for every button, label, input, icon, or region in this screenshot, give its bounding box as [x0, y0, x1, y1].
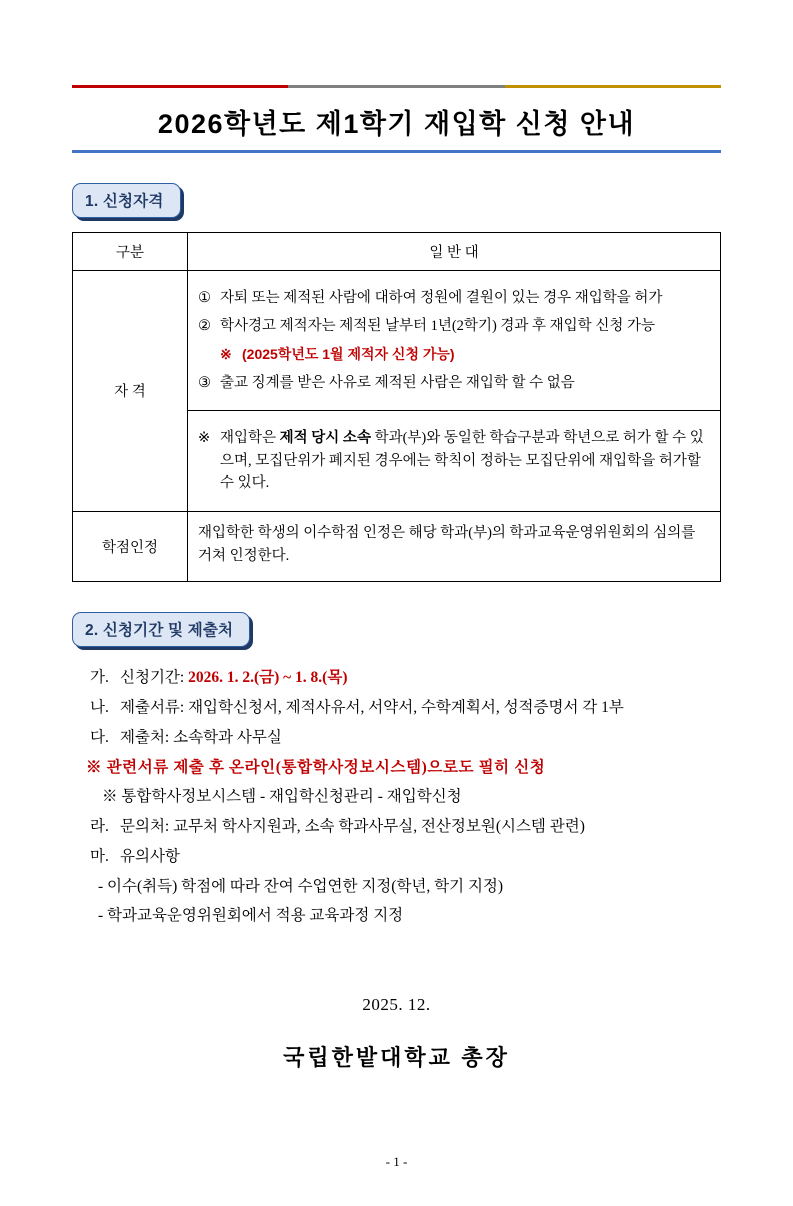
- issue-date: 2025. 12.: [362, 995, 431, 1015]
- line-body: [120, 663, 721, 693]
- line-label: 문의처:: [120, 818, 170, 836]
- application-line: [72, 663, 721, 693]
- application-line: [72, 812, 721, 842]
- row-content-credit: 재입학한 학생의 이수학점 인정은 해당 학과(부)의 학과교육운영위원회의 심의를 거쳐 인정한다.: [188, 511, 721, 582]
- table-row: [73, 271, 721, 512]
- note-text: [220, 427, 714, 494]
- line-value: 소속학과 사무실: [173, 728, 282, 746]
- document-page: [0, 85, 793, 1206]
- section-heading-qualification: [72, 183, 181, 218]
- signature-line: 국립한밭대학교 총장: [283, 1045, 510, 1071]
- line-label: 유의사항: [120, 847, 180, 865]
- note-dash-item: - 이수(취득) 학점에 따라 잔여 수업연한 지정(학년, 학기 지정): [98, 877, 504, 895]
- qualification-table: [72, 232, 721, 582]
- row-content-qualification: [188, 271, 721, 512]
- note-line: [198, 427, 714, 494]
- list-marker: ③: [198, 374, 211, 391]
- line-lead: 라.: [90, 818, 109, 836]
- line-lead: 마.: [90, 847, 109, 865]
- qualification-item-list: [188, 271, 720, 410]
- line-lead: 나.: [90, 699, 109, 717]
- title-top-rule: [72, 85, 721, 88]
- line-value: 교무처 학사지원과, 소속 학과사무실, 전산정보원(시스템 관련): [173, 818, 585, 836]
- title-bottom-rule: [72, 150, 721, 153]
- page-number: - 1 -: [385, 1154, 408, 1169]
- rule-segment-red: [72, 85, 288, 88]
- table-header-cell-division: 구분: [73, 233, 188, 271]
- note-marker: ※: [198, 430, 211, 447]
- row-label-qualification: 자 격: [73, 271, 188, 512]
- line-label: 신청기간:: [120, 669, 185, 687]
- rule-segment-gray: [288, 85, 504, 88]
- application-line: [72, 723, 721, 753]
- list-item-highlight: [198, 344, 714, 366]
- line-body: [120, 693, 721, 723]
- qualification-note: [188, 411, 720, 510]
- note-text-part1: 재입학은: [220, 430, 280, 447]
- line-label: 제출처:: [120, 728, 170, 746]
- line-body: [120, 812, 721, 842]
- note-text-part2: 학과(부)와 동일한 학습구분과 학년으로 허가 할 수 있으며, 모집단위가 폐지된 경우에는 학칙이 정하는 모집단위에 재입학을 허가할 수 있다.: [220, 430, 704, 492]
- table-row: [73, 511, 721, 582]
- table-header-row: [73, 233, 721, 271]
- line-body: [120, 842, 721, 872]
- page-title: 2026학년도 제1학기 재입학 신청 안내: [157, 109, 636, 139]
- rule-segment-gold: [505, 85, 721, 88]
- row-label-credit: 학점인정: [73, 511, 188, 582]
- application-line: [72, 842, 721, 872]
- list-item: [198, 287, 714, 309]
- application-line: [72, 693, 721, 723]
- application-details: [72, 663, 721, 931]
- list-item-text: 학사경고 제적자는 제적된 날부터 1년(2학기) 경과 후 재입학 신청 가능: [220, 318, 655, 335]
- line-body: [120, 723, 721, 753]
- list-item: [198, 372, 714, 394]
- section-heading-qualification-label: 1. 신청자격: [72, 183, 181, 218]
- section-heading-application: [72, 612, 250, 647]
- list-item-text: 출교 징계를 받은 사유로 제적된 사람은 재입학 할 수 없음: [220, 374, 575, 391]
- section-heading-application-label: 2. 신청기간 및 제출처: [72, 612, 250, 647]
- line-value: 재입학신청서, 제적사유서, 서약서, 수학계획서, 성적증명서 각 1부: [188, 699, 624, 717]
- line-lead: 가.: [90, 669, 109, 687]
- line-lead: 다.: [90, 728, 109, 746]
- list-marker: ①: [198, 290, 211, 306]
- line-value: 2026. 1. 2.(금) ~ 1. 8.(목): [188, 669, 348, 687]
- list-marker: ②: [198, 318, 211, 335]
- online-application-notice: ※ 관련서류 제출 후 온라인(통합학사정보시스템)으로도 필히 신청: [86, 758, 546, 776]
- note-text-bold: 제적 당시 소속: [279, 430, 371, 447]
- list-item-text: 자퇴 또는 제적된 사람에 대하여 정원에 결원이 있는 경우 재입학을 허가: [220, 290, 663, 306]
- note-dash-item: - 학과교육운영위원회에서 적용 교육과정 지정: [98, 907, 404, 925]
- list-item-text: (2025학년도 1월 제적자 신청 가능): [242, 345, 455, 362]
- list-item: [198, 315, 714, 337]
- line-label: 제출서류:: [120, 699, 185, 717]
- list-marker: ※: [220, 345, 232, 362]
- table-header-cell-general: 일 반 대: [188, 233, 721, 271]
- system-path-note: ※ 통합학사정보시스템 - 재입학신청관리 - 재입학신청: [102, 788, 462, 806]
